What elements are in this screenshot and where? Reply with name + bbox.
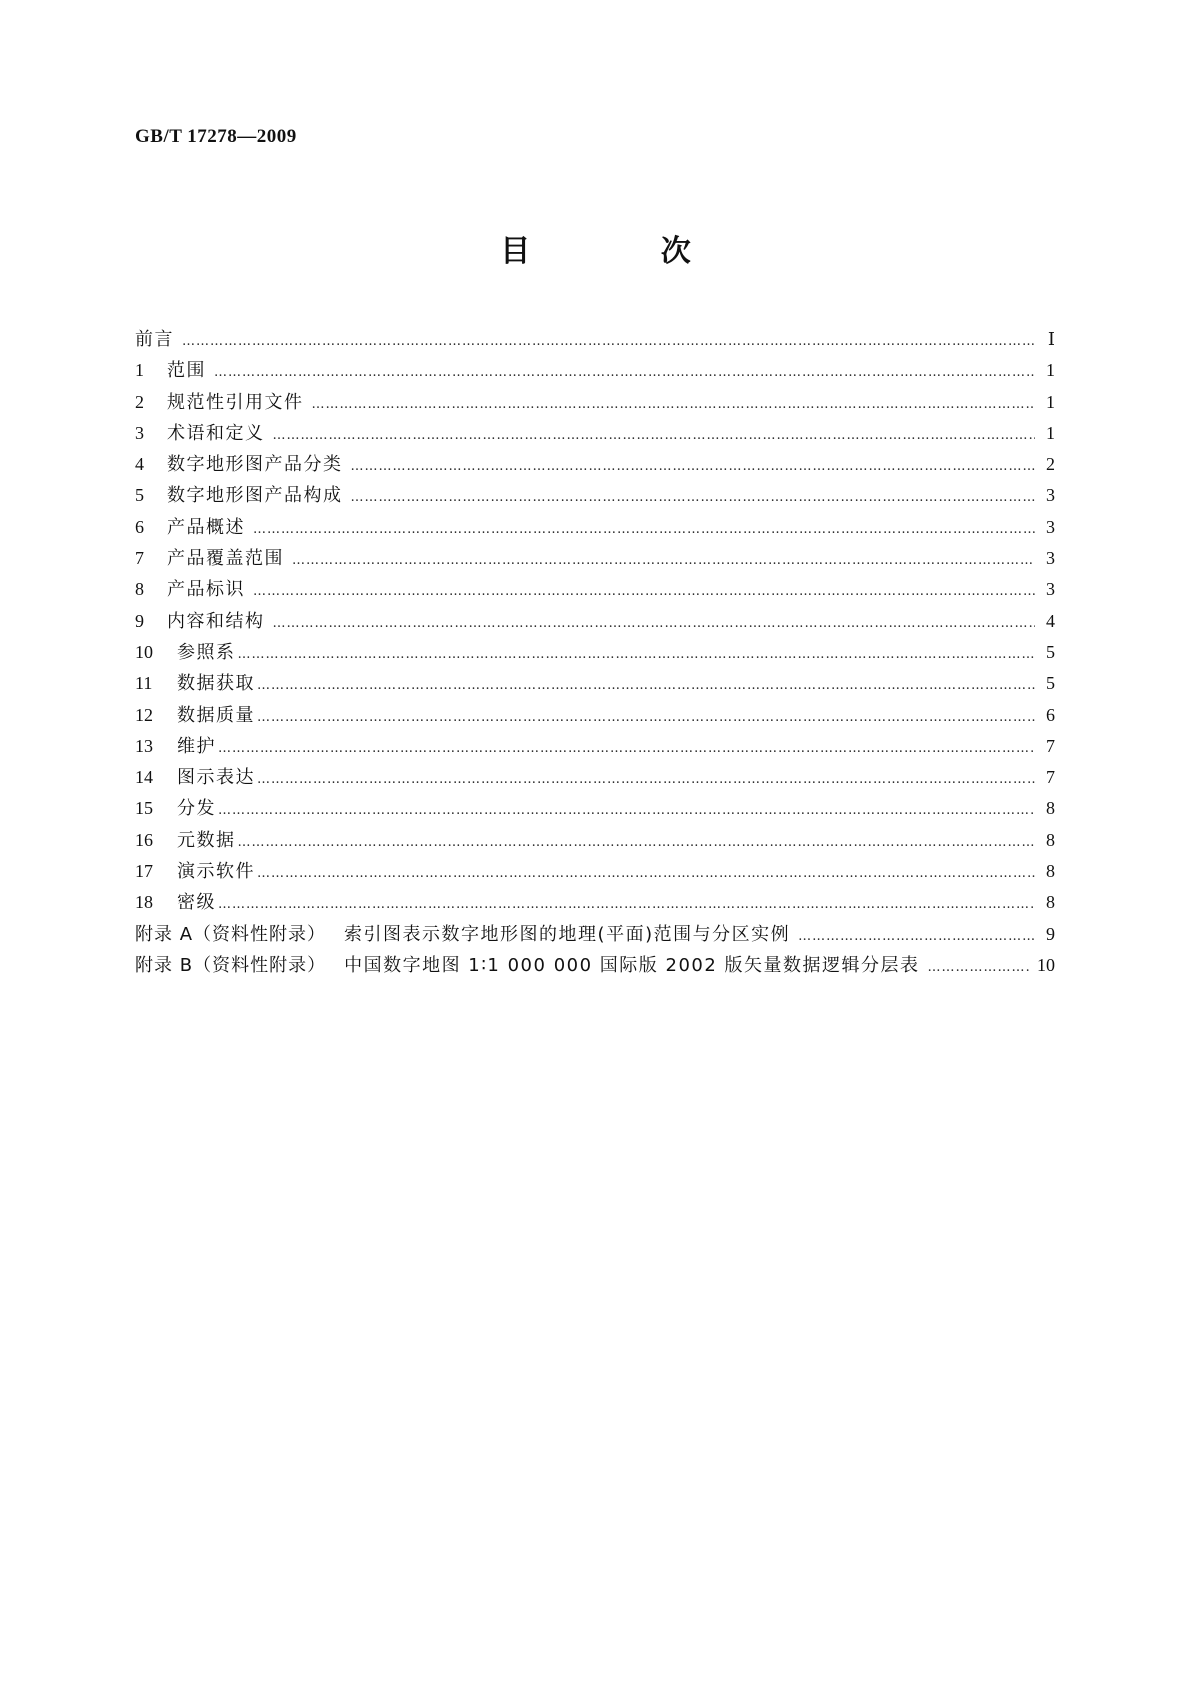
toc-entry-title: 术语和定义 bbox=[167, 422, 265, 444]
table-of-contents bbox=[135, 325, 1055, 982]
toc-entry[interactable] bbox=[135, 607, 1055, 638]
toc-entry[interactable] bbox=[135, 544, 1055, 575]
toc-entry-number: 18 bbox=[135, 892, 153, 913]
toc-leader-dots bbox=[238, 835, 1036, 850]
toc-leader-dots bbox=[257, 772, 1035, 787]
toc-entry-title: 数字地形图产品构成 bbox=[167, 485, 343, 507]
toc-leader-dots bbox=[257, 710, 1035, 725]
page-title: 目 次 bbox=[500, 234, 751, 269]
toc-entry-number: 1 bbox=[135, 360, 144, 381]
toc-entry-title: 元数据 bbox=[177, 829, 236, 851]
toc-leader-dots bbox=[218, 803, 1035, 818]
toc-entry-number: 4 bbox=[135, 454, 144, 475]
toc-leader-dots bbox=[292, 553, 1035, 568]
toc-entry-page: Ⅰ bbox=[1047, 329, 1055, 349]
toc-entry[interactable] bbox=[135, 481, 1055, 512]
toc-entry-page: 7 bbox=[1046, 767, 1055, 788]
toc-entry[interactable] bbox=[135, 763, 1055, 794]
toc-entry-page: 5 bbox=[1046, 641, 1055, 662]
toc-leader-dots bbox=[257, 678, 1035, 693]
toc-leader-dots bbox=[218, 741, 1035, 756]
toc-leader-dots bbox=[351, 490, 1036, 505]
toc-leader-dots bbox=[312, 397, 1036, 412]
toc-entry-appendix-a[interactable] bbox=[135, 920, 1055, 951]
toc-entry-title: 数据获取 bbox=[177, 673, 255, 695]
toc-entry-title: 前言 bbox=[135, 329, 174, 350]
toc-leader-dots bbox=[351, 459, 1036, 474]
toc-entry-page: 8 bbox=[1046, 829, 1055, 850]
toc-entry-page: 7 bbox=[1046, 735, 1055, 756]
toc-entry-number: 9 bbox=[135, 610, 144, 631]
toc-entry[interactable] bbox=[135, 826, 1055, 857]
toc-entry-number: 14 bbox=[135, 767, 153, 788]
toc-entry-page: 9 bbox=[1046, 923, 1055, 944]
toc-entry-title: 规范性引用文件 bbox=[167, 391, 304, 413]
toc-entry-title: 产品概述 bbox=[167, 516, 245, 538]
toc-leader-dots bbox=[253, 522, 1035, 537]
toc-entry-number: 7 bbox=[135, 548, 144, 569]
toc-leader-dots bbox=[214, 365, 1035, 380]
toc-leader-dots bbox=[253, 584, 1035, 599]
toc-leader-dots bbox=[273, 616, 1036, 631]
toc-entry-number: 12 bbox=[135, 704, 153, 725]
toc-entry-title: 范围 bbox=[167, 360, 206, 382]
toc-entry[interactable] bbox=[135, 669, 1055, 700]
toc-entry[interactable] bbox=[135, 388, 1055, 419]
toc-entry-number: 10 bbox=[135, 641, 153, 662]
toc-entry-number: 6 bbox=[135, 516, 144, 537]
toc-entry-preface[interactable] bbox=[135, 325, 1055, 356]
toc-entry-page: 2 bbox=[1046, 454, 1055, 475]
toc-entry[interactable] bbox=[135, 638, 1055, 669]
toc-leader-dots bbox=[218, 897, 1035, 912]
toc-entry-page: 10 bbox=[1037, 954, 1055, 975]
toc-appendix-label: 附录 A（资料性附录） bbox=[135, 923, 327, 945]
toc-entry-page: 1 bbox=[1046, 422, 1055, 443]
toc-leader-dots bbox=[928, 960, 1029, 975]
toc-entry-title: 参照系 bbox=[177, 641, 236, 663]
toc-entry[interactable] bbox=[135, 701, 1055, 732]
toc-entry-page: 3 bbox=[1046, 516, 1055, 537]
standard-code: GB/T 17278—2009 bbox=[135, 126, 297, 147]
toc-leader-dots bbox=[238, 647, 1036, 662]
toc-entry-page: 8 bbox=[1046, 798, 1055, 819]
toc-entry-number: 11 bbox=[135, 673, 153, 694]
toc-entry-page: 1 bbox=[1046, 360, 1055, 381]
toc-entry-page: 3 bbox=[1046, 548, 1055, 569]
toc-entry-title: 索引图表示数字地形图的地理(平面)范围与分区实例 bbox=[344, 923, 791, 945]
toc-entry-number: 15 bbox=[135, 798, 153, 819]
toc-entry-page: 5 bbox=[1046, 673, 1055, 694]
toc-entry[interactable] bbox=[135, 575, 1055, 606]
toc-entry-title: 数字地形图产品分类 bbox=[167, 454, 343, 476]
toc-entry-number: 3 bbox=[135, 422, 144, 443]
toc-leader-dots bbox=[257, 866, 1035, 881]
toc-entry[interactable] bbox=[135, 794, 1055, 825]
toc-entry-title: 产品覆盖范围 bbox=[167, 548, 284, 570]
toc-entry-page: 8 bbox=[1046, 861, 1055, 882]
toc-leader-dots bbox=[273, 428, 1036, 443]
toc-leader-dots bbox=[182, 334, 1035, 349]
toc-entry-page: 1 bbox=[1046, 391, 1055, 412]
toc-entry-title: 中国数字地图 1∶1 000 000 国际版 2002 版矢量数据逻辑分层表 bbox=[344, 954, 920, 976]
toc-leader-dots bbox=[798, 929, 1035, 944]
toc-entry-title: 产品标识 bbox=[167, 579, 245, 601]
toc-entry[interactable] bbox=[135, 513, 1055, 544]
toc-entry-title: 分发 bbox=[177, 798, 216, 820]
toc-entry[interactable] bbox=[135, 356, 1055, 387]
toc-entry[interactable] bbox=[135, 732, 1055, 763]
toc-entry-appendix-b[interactable] bbox=[135, 951, 1055, 982]
toc-entry-title: 内容和结构 bbox=[167, 610, 265, 632]
toc-entry-number: 16 bbox=[135, 829, 153, 850]
toc-entry[interactable] bbox=[135, 419, 1055, 450]
toc-entry-title: 图示表达 bbox=[177, 767, 255, 789]
toc-entry-number: 8 bbox=[135, 579, 144, 600]
toc-entry-page: 3 bbox=[1046, 579, 1055, 600]
toc-entry-number: 2 bbox=[135, 391, 144, 412]
toc-entry-title: 密级 bbox=[177, 892, 216, 914]
toc-entry-page: 6 bbox=[1046, 704, 1055, 725]
toc-entry-number: 5 bbox=[135, 485, 144, 506]
toc-entry[interactable] bbox=[135, 450, 1055, 481]
toc-entry-title: 演示软件 bbox=[177, 861, 255, 883]
toc-entry-page: 4 bbox=[1046, 610, 1055, 631]
toc-entry[interactable] bbox=[135, 888, 1055, 919]
toc-entry-page: 3 bbox=[1046, 485, 1055, 506]
toc-entry-title: 数据质量 bbox=[177, 704, 255, 726]
toc-appendix-label: 附录 B（资料性附录） bbox=[135, 954, 327, 976]
toc-entry-number: 13 bbox=[135, 735, 153, 756]
toc-entry[interactable] bbox=[135, 857, 1055, 888]
toc-entry-page: 8 bbox=[1046, 892, 1055, 913]
toc-entry-title: 维护 bbox=[177, 735, 216, 757]
toc-entry-number: 17 bbox=[135, 861, 153, 882]
